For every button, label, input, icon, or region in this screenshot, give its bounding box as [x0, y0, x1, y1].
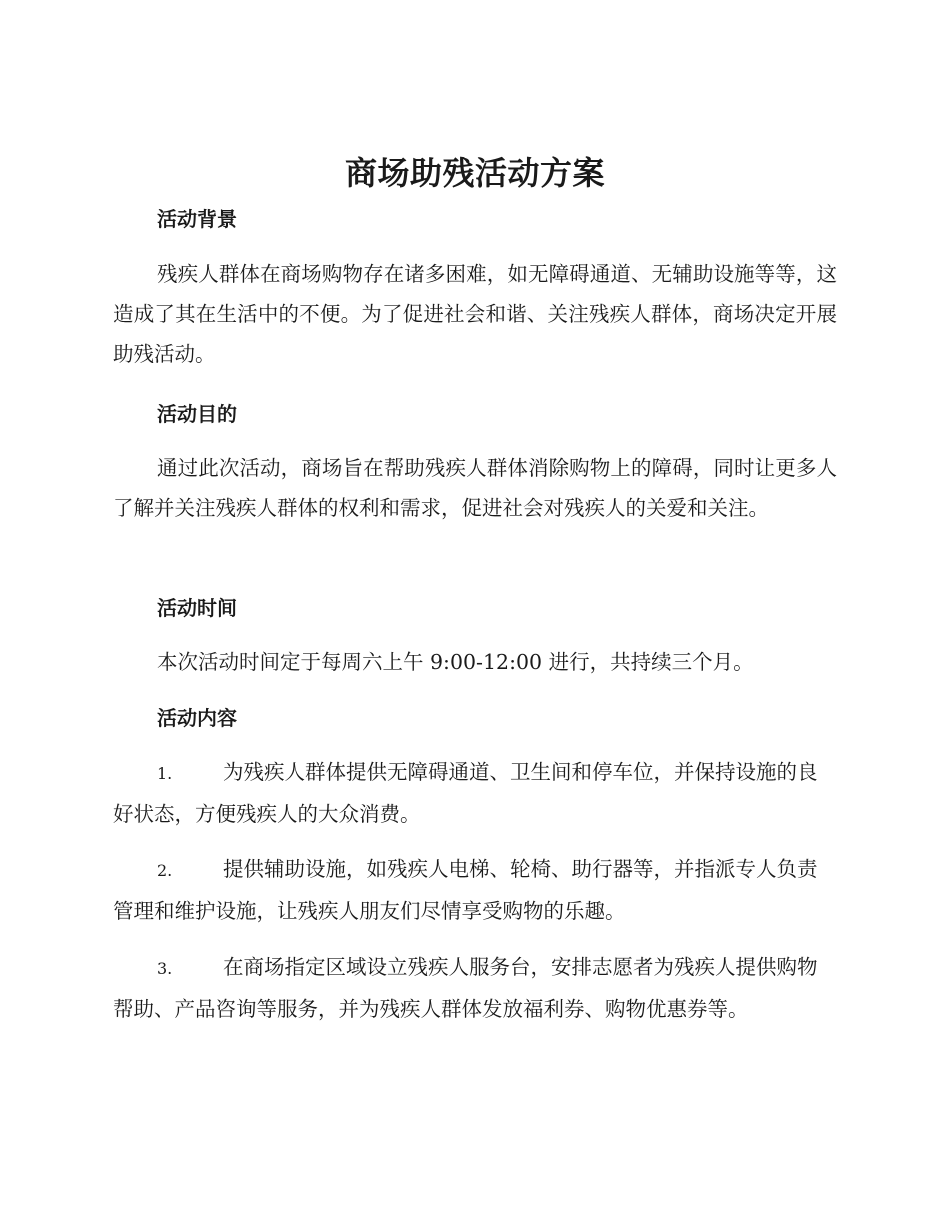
list-item-text: 在商场指定区域设立残疾人服务台，安排志愿者为残疾人提供购物帮助、产品咨询等服务，并为残疾人群体发放福利券、购物优惠券等。: [113, 955, 818, 1021]
section-text-purpose: 通过此次活动，商场旨在帮助残疾人群体消除购物上的障碍，同时让更多人了解并关注残疾人群体的权利和需求，促进社会对残疾人的关爱和关注。: [113, 456, 837, 520]
list-item-number: 3.: [157, 959, 173, 978]
section-text-time: 本次活动时间定于每周六上午 9:00-12:00 进行，共持续三个月。: [157, 650, 754, 674]
list-item: [113, 752, 837, 834]
list-item: [113, 947, 837, 1029]
document-title: 商场助残活动方案: [344, 154, 605, 192]
section-heading-content: 活动内容: [157, 706, 237, 730]
list-item-number: 1.: [157, 764, 173, 783]
section-heading-time: 活动时间: [157, 596, 237, 620]
list-item-text: 为残疾人群体提供无障碍通道、卫生间和停车位，并保持设施的良好状态，方便残疾人的大众消费。: [113, 760, 818, 826]
section-heading-purpose: 活动目的: [157, 402, 237, 426]
list-item-number: 2.: [157, 861, 173, 880]
list-item-text: 提供辅助设施，如残疾人电梯、轮椅、助行器等，并指派专人负责管理和维护设施，让残疾人朋友们尽情享受购物的乐趣。: [113, 857, 818, 923]
section-text-background: 残疾人群体在商场购物存在诸多困难，如无障碍通道、无辅助设施等等，这造成了其在生活中的不便。为了促进社会和谐、关注残疾人群体，商场决定开展助残活动。: [113, 262, 837, 366]
section-heading-background: 活动背景: [157, 207, 237, 231]
list-item: [113, 849, 837, 931]
